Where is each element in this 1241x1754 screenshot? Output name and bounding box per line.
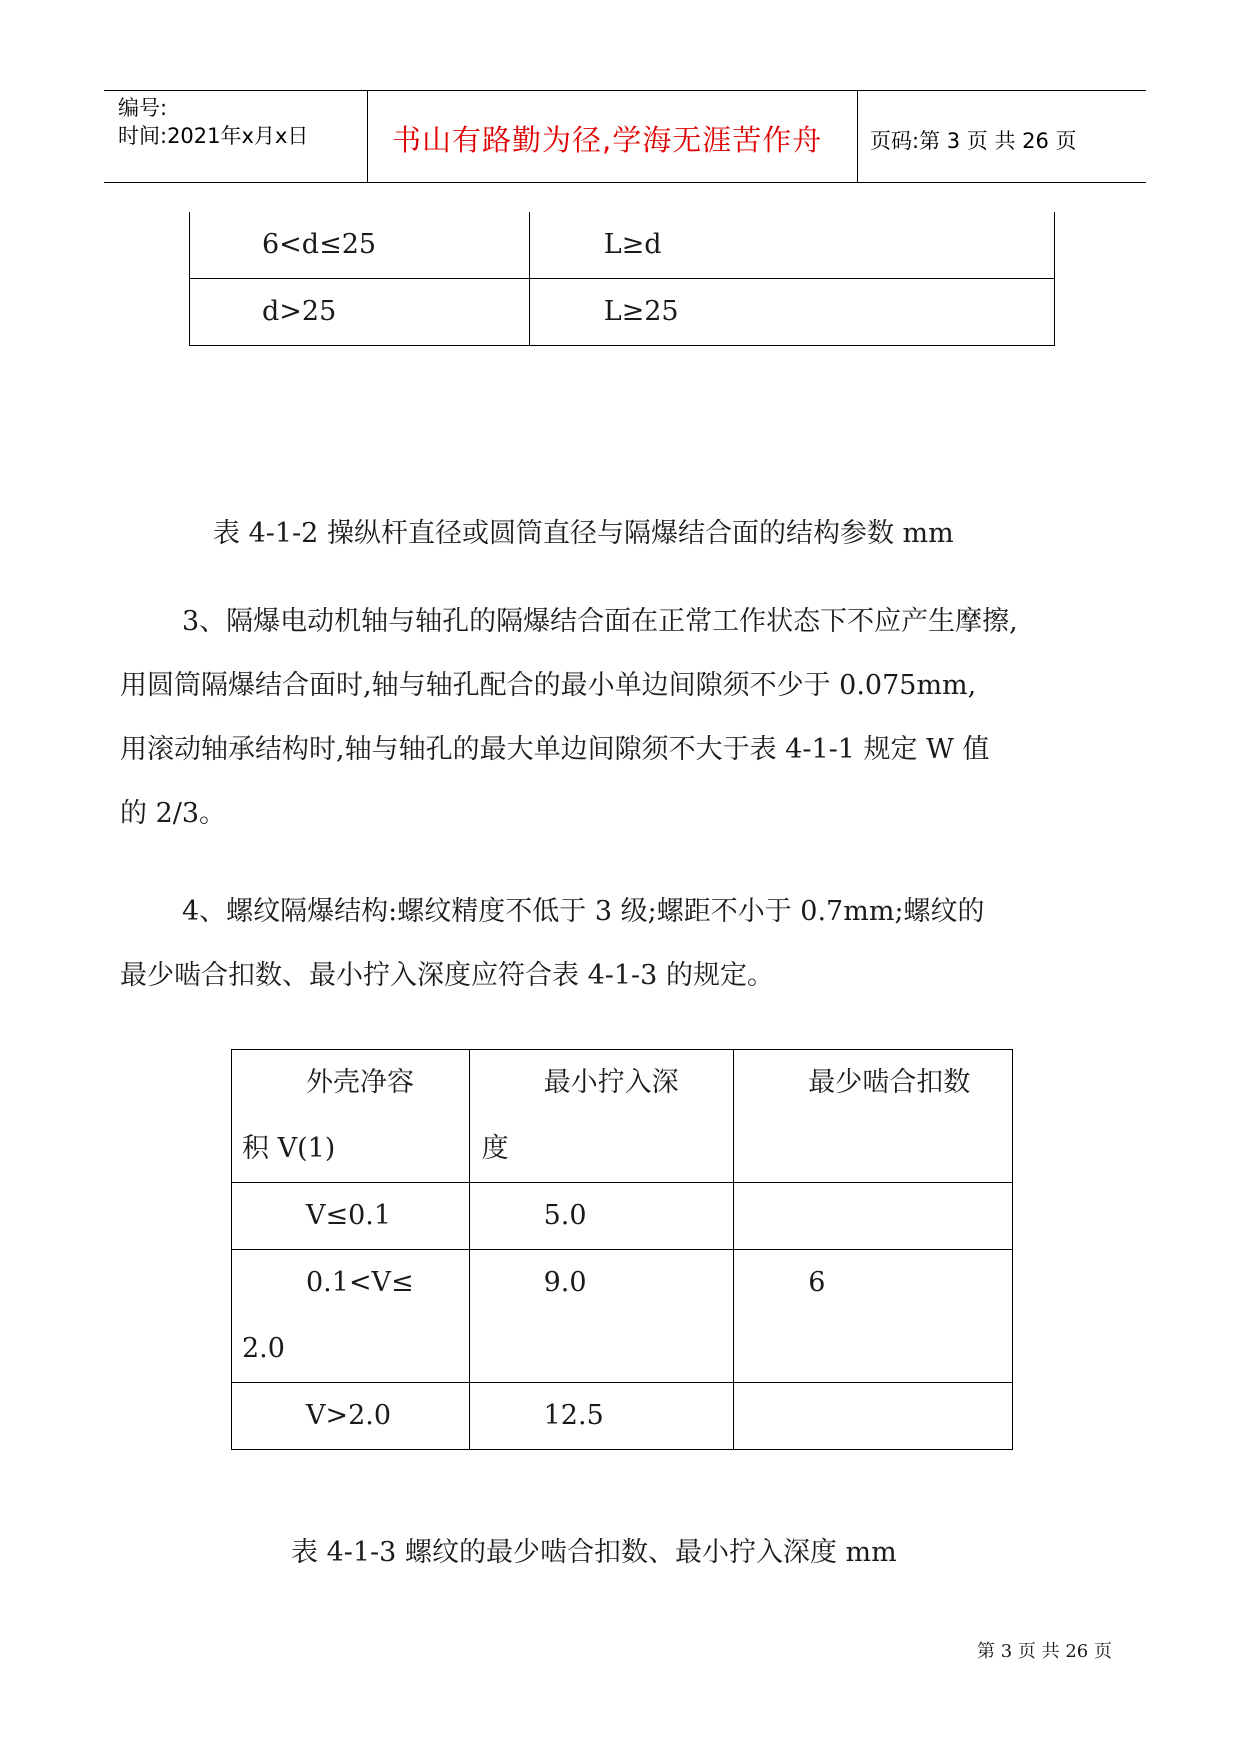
paragraph-line: 3、隔爆电动机轴与轴孔的隔爆结合面在正常工作状态下不应产生摩擦, bbox=[182, 606, 1018, 637]
table-413 bbox=[231, 1049, 1013, 1450]
table-row bbox=[232, 1250, 1013, 1383]
table-cell: V≤0.1 bbox=[232, 1183, 470, 1250]
table-cell: 12.5 bbox=[469, 1383, 734, 1450]
paragraph-line: 4、螺纹隔爆结构:螺纹精度不低于 3 级;螺距不小于 0.7mm;螺纹的 bbox=[182, 896, 985, 927]
table-row bbox=[232, 1183, 1013, 1250]
table-cell: L≥d bbox=[529, 212, 1054, 279]
table-cell bbox=[734, 1383, 1013, 1450]
table-cell: 5.0 bbox=[469, 1183, 734, 1250]
header-bottom-rule bbox=[104, 182, 1146, 183]
table-cell: d>25 bbox=[190, 279, 530, 346]
header-motto: 书山有路勤为径,学海无涯苦作舟 bbox=[392, 123, 823, 157]
paragraph-line: 的 2/3。 bbox=[120, 798, 227, 829]
table-cell: 9.0 bbox=[469, 1250, 734, 1383]
table-row bbox=[190, 279, 1055, 346]
table-header-cell: 最小拧入深 度 bbox=[469, 1050, 734, 1183]
table-cell: 6<d≤25 bbox=[190, 212, 530, 279]
table-row bbox=[190, 212, 1055, 279]
paragraph-line: 最少啮合扣数、最小拧入深度应符合表 4-1-3 的规定。 bbox=[120, 960, 774, 991]
header-divider-left bbox=[367, 90, 368, 183]
table-header-row bbox=[232, 1050, 1013, 1183]
table-412-caption: 表 4-1-2 操纵杆直径或圆筒直径与隔爆结合面的结构参数 mm bbox=[213, 518, 954, 549]
header-divider-right bbox=[857, 90, 858, 183]
header-number-label: 编号: bbox=[118, 96, 168, 120]
table-cell: 6 bbox=[734, 1250, 1013, 1383]
table-row bbox=[232, 1383, 1013, 1450]
table-cell: V>2.0 bbox=[232, 1383, 470, 1450]
table-412-continued bbox=[189, 212, 1055, 346]
paragraph-line: 用滚动轴承结构时,轴与轴孔的最大单边间隙须不大于表 4-1-1 规定 W 值 bbox=[120, 734, 990, 765]
header-top-rule bbox=[104, 90, 1146, 91]
header-page-label: 页码:第 3 页 共 26 页 bbox=[870, 129, 1077, 153]
table-cell: 0.1<V≤ 2.0 bbox=[232, 1250, 470, 1383]
table-cell bbox=[734, 1183, 1013, 1250]
header-time-label: 时间:2021年x月x日 bbox=[118, 124, 309, 148]
table-cell: L≥25 bbox=[529, 279, 1054, 346]
table-header-cell: 最少啮合扣数 bbox=[734, 1050, 1013, 1183]
paragraph-4 bbox=[120, 880, 1130, 1008]
paragraph-line: 用圆筒隔爆结合面时,轴与轴孔配合的最小单边间隙须不少于 0.075mm, bbox=[120, 670, 977, 701]
paragraph-3 bbox=[120, 590, 1130, 846]
table-header-cell: 外壳净容 积 V(1) bbox=[232, 1050, 470, 1183]
page-footer: 第 3 页 共 26 页 bbox=[977, 1641, 1112, 1662]
table-413-caption: 表 4-1-3 螺纹的最少啮合扣数、最小拧入深度 mm bbox=[291, 1537, 897, 1568]
